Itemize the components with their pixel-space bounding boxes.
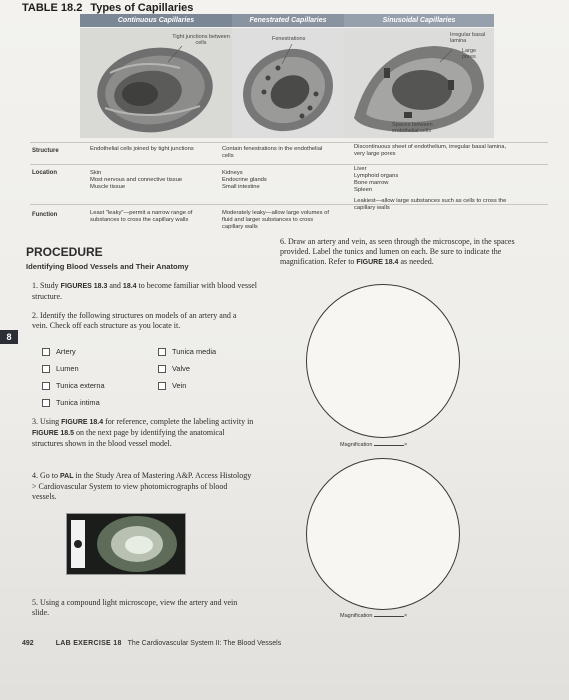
checklist-item-lumen[interactable]: Lumen: [42, 364, 79, 373]
step-5: 5. Using a compound light microscope, view the artery and vein slide.: [32, 598, 238, 617]
label-fenestrations: Fenestrations: [272, 36, 306, 42]
header-fenestrated: Fenestrated Capillaries: [232, 14, 344, 27]
continuous-capillary-illustration: [80, 28, 232, 138]
cell-structure-continuous: Endothelial cells joined by tight junctions: [90, 146, 194, 152]
vein-drawing-circle[interactable]: [306, 458, 460, 610]
page-footer: [22, 640, 281, 647]
checklist-item-tunica-intima[interactable]: Tunica intima: [42, 398, 100, 407]
label-large-pores: Large pores: [462, 48, 477, 60]
magnification-input[interactable]: [374, 445, 404, 446]
row-label-function: Function: [32, 212, 58, 218]
table-divider: [30, 142, 548, 143]
header-continuous: Continuous Capillaries: [80, 14, 232, 27]
checkbox[interactable]: [158, 348, 166, 356]
cell-location-sinusoidal: Liver Lymphoid organs Bone marrow Spleen: [354, 166, 399, 193]
magnification-artery: Magnification ×: [340, 442, 408, 448]
sinusoidal-capillary-illustration: [344, 28, 494, 138]
checkbox[interactable]: [42, 365, 50, 373]
checklist-item-artery[interactable]: Artery: [42, 347, 76, 356]
checkbox[interactable]: [42, 348, 50, 356]
chapter-edge-tab: 8: [0, 330, 18, 344]
label-irregular-basal-lamina: Irregular basal lamina: [450, 32, 486, 44]
table-name: Types of Capillaries: [90, 2, 194, 14]
magnification-input[interactable]: [374, 616, 404, 617]
procedure-heading: PROCEDURE: [26, 245, 103, 259]
exercise-label: LAB EXERCISE 18: [55, 640, 122, 647]
cell-structure-fenestrated: Contain fenestrations in the endothelial cells: [222, 146, 323, 159]
checklist-item-tunica-media[interactable]: Tunica media: [158, 347, 216, 356]
step-3: 3. Using FIGURE 18.4 for reference, complete the labeling activity in FIGURE 18.5 on the next page by identifying the anatomical structures shown in the blood vessel model.: [32, 417, 254, 448]
step-4: 4. Go to PAL in the Study Area of Mastering A&P. Access Histology > Cardiovascular System to view photomicrographs of blood vessels.: [32, 471, 252, 501]
checkbox[interactable]: [158, 382, 166, 390]
artery-drawing-circle[interactable]: [306, 284, 460, 438]
table-divider: [30, 164, 548, 165]
cell-location-continuous: Skin Most nervous and connective tissue Muscle tissue: [90, 170, 183, 190]
label-spaces-between: Spaces between endothelial cells: [392, 122, 433, 134]
checkbox[interactable]: [42, 382, 50, 390]
table-title: [22, 2, 193, 14]
step-2: 2. Identify the following structures on models of an artery and a vein. Check off each structure as you locate it.: [32, 311, 237, 330]
checklist-item-vein[interactable]: Vein: [158, 381, 186, 390]
checklist-item-valve[interactable]: Valve: [158, 364, 190, 373]
checkbox[interactable]: [158, 365, 166, 373]
cell-function-sinusoidal: Leakiest—allow large substances such as cells to cross the capillary walls: [354, 198, 507, 211]
step-1: 1. Study FIGURES 18.3 and 18.4 to become familiar with blood vessel structure.: [32, 281, 257, 301]
header-sinusoidal: Sinusoidal Capillaries: [344, 14, 494, 27]
checkbox[interactable]: [42, 399, 50, 407]
label-tight-junctions: Tight junctions between cells: [172, 34, 230, 46]
photomicrograph-thumbnail[interactable]: [66, 513, 186, 575]
procedure-subheading: Identifying Blood Vessels and Their Anatomy: [26, 262, 189, 271]
cell-structure-sinusoidal: Discontinuous sheet of endothelium, irregular basal lamina, very large pores: [354, 144, 507, 157]
row-label-location: Location: [32, 170, 57, 176]
table-number: TABLE 18.2: [22, 2, 83, 14]
row-label-structure: Structure: [32, 148, 59, 154]
fenestrated-capillary-illustration: [232, 28, 344, 138]
page-number: 492: [22, 640, 34, 647]
checklist-item-tunica-externa[interactable]: Tunica externa: [42, 381, 105, 390]
cell-function-continuous: Least "leaky"—permit a narrow range of substances to cross the capillary walls: [90, 210, 193, 223]
cell-function-fenestrated: Moderately leaky—allow large volumes of fluid and larger substances to cross capillary walls: [222, 210, 329, 230]
exercise-title: The Cardiovascular System II: The Blood Vessels: [127, 640, 282, 647]
magnification-vein: Magnification ×: [340, 613, 408, 619]
cell-location-fenestrated: Kidneys Endocrine glands Small intestine: [222, 170, 267, 190]
step-6: 6. Draw an artery and vein, as seen through the microscope, in the spaces provided. Label the tunics and lumen on each. Be sure to indicate the magnification. Refer to FIGURE 18.4 as needed.: [280, 237, 515, 266]
